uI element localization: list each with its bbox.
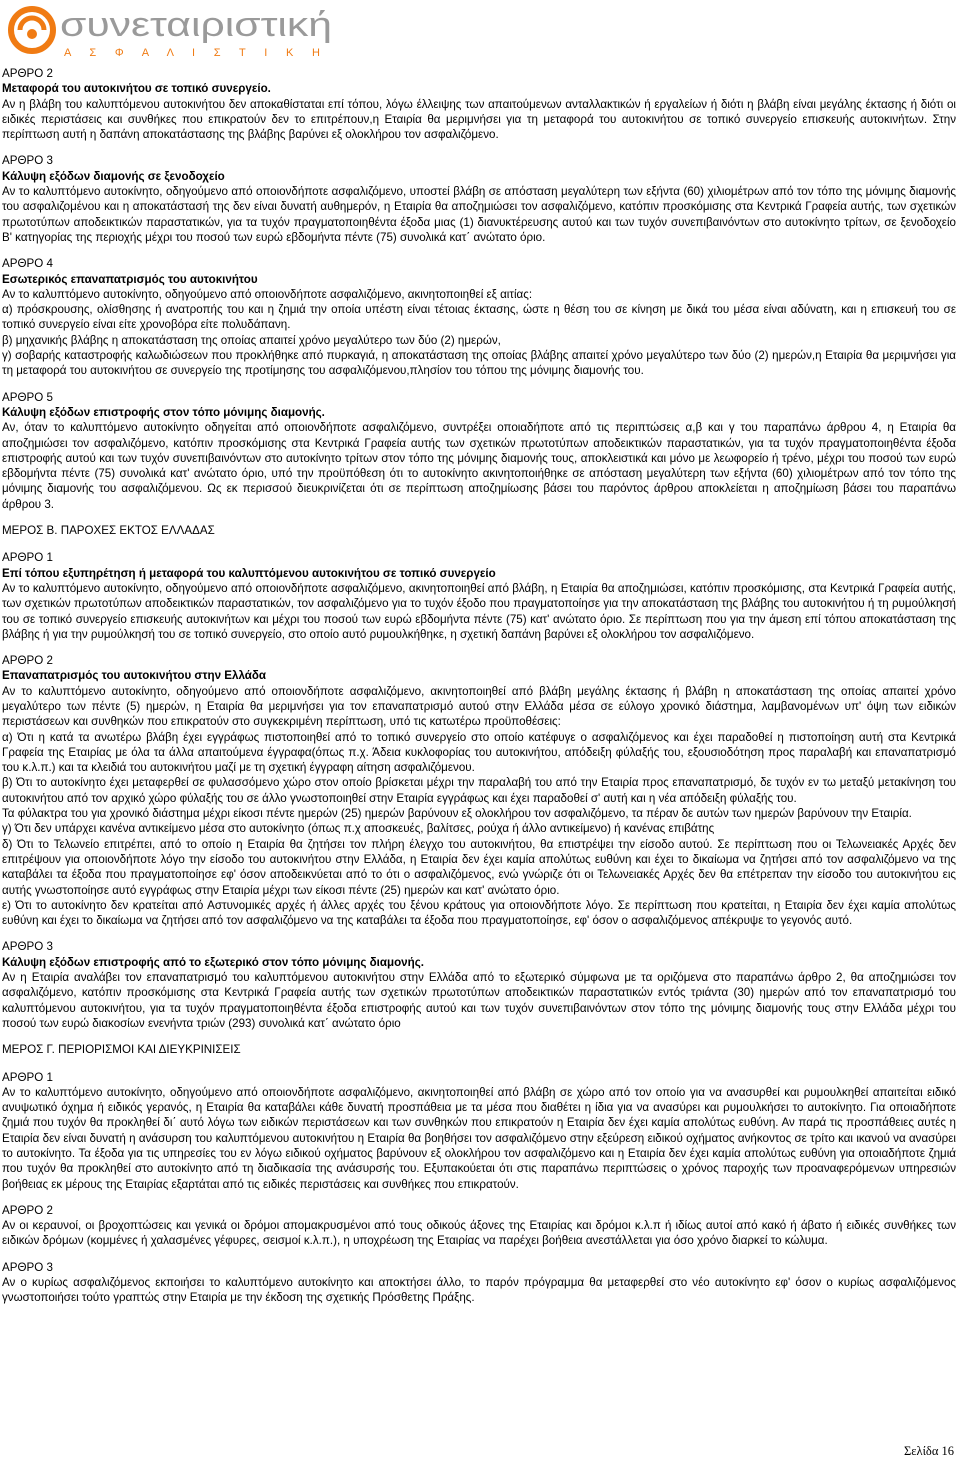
article-heading: ΑΡΘΡΟ 3 [2, 1260, 53, 1274]
article-paragraph: Αν, όταν το καλυπτόμενο αυτοκίνητο οδηγείται από οποιονδήποτε ασφαλιζόμενο, συντρέξει οποιαδήποτε από τις περιπτώσεις α,β και γ του παραπάνω άρθρου 4, η Εταιρία θα αποζημιώσει τον ασφαλιζόμενο, κατόπιν προσκόμισης στα Κεντρικά Γραφεία αυτής των σχετικών πρωτοτύπων αποδεικτικών παραστατικών, για τα τυχόν πραγματοποιηθέντα έξοδα επιστροφής αυτού και των τυχόν συνεπιβαινόντων στο αυτοκίνητο τρίτων στον τόπο της μόνιμης διαμονής τους, αποκλειστικά και μόνο με λεωφορείο ή τρένο, μέχρι του ποσού των ευρώ εβδομήντα πέντε (75) συνολικά κατ' ανώτατο όριο, υπό την προϋπόθεση ότι το αυτοκίνητο ακινητοποιήθηκε σε απόσταση μεγαλύτερη των εξήντα (60) χιλιομέτρων από τον τόπο της μόνιμης διαμονής του ασφαλιζόμενου. Ως εκ περισσού διευκρινίζεται ότι σε περίπτωση αποζημίωσης βάσει του παρόντος άρθρου αποκλείεται η αποζημίωση βάσει του παραπάνω άρθρου 3. [2, 421, 956, 511]
article-heading: ΑΡΘΡΟ 1 [2, 551, 53, 565]
article-section [2, 550, 956, 642]
logo-wordmark: συνεταιριστική [60, 6, 332, 44]
article-paragraph: α) Ότι η κατά τα ανωτέρω βλάβη έχει εγγράφως πιστοποιηθεί από το τοπικό συνεργείο στο οποίο κατέφυγε ο ασφαλιζόμενος και έχει παραδοθεί η πιστοποίηση αυτή στα Κεντρικά Γραφεία της Εταιρίας με όλα τα άλλα απαιτούμενα έγγραφα(όπως π.χ. Άδεια κυκλοφορίας του αυτοκινήτου, απόδειξη φύλαξής του, εξουσιοδότηση προς παραλαβή και επαναπατρισμό του κ.λ.π.) και τα κλειδιά του αυτοκινήτου μαζί με τη σχετική έγγραφη αίτηση ασφαλιζόμενου. [2, 730, 956, 775]
article-paragraph: Αν το καλυπτόμενο αυτοκίνητο, οδηγούμενο από οποιονδήποτε ασφαλιζόμενο, ακινητοποιηθεί από βλάβη σε χώρο από τον οποίο για να ανασυρθεί και ρυμουλκηθεί απαιτείται ειδικό ανυψωτικό όχημα ή ειδικός γερανός, η Εταιρία θα καταβάλει κάθε δυνατή προσπάθεια με τα μέσα που διαθέτει η ίδια για να ανασύρει και ρυμουλκήσει το αυτοκίνητο. Για οποιαδήποτε ζημιά που τυχόν θα προκληθεί δι΄ αυτό λόγω των ειδικών περιστάσεων και των συνθηκών που επικρατούν η Εταιρία δεν έχει καμία απολύτως ευθύνη. Αν παρά τις προσπάθειες αυτές η Εταιρία δεν είναι δυνατή η ανάσυρση του καλυπτόμενου αυτοκινήτου η Εταιρία θα βοηθήσει τον ασφαλιζόμενο στην εξεύρεση ειδικού οχήματος ανήκοντος σε τρίτο και ικανού να ανασύρει το αυτοκίνητο. Τα έξοδα για τις υπηρεσίες του εν λόγω ειδικού οχήματος βαρύνουν εξ ολοκλήρου τον ασφαλιζόμενο και η Εταιρία δεν έχει καμία απολύτως ευθύνη για οποιαδήποτε ζημιά που τυχόν θα προκληθεί στο αυτοκίνητο από τη διαδικασία της ανάσυρσής του. Εξυπακούεται ότι στις παραπάνω περιπτώσεις ο χρόνος παροχής των προαναφερόμενων υπηρεσιών βοήθειας εκ μέρους της Εταιρίας εξαρτάται από τις ειδικές περιστάσεις και συνθήκες που επικρατούν. [2, 1085, 956, 1191]
article-section [2, 939, 956, 1031]
article-section [2, 653, 956, 928]
article-paragraph: Τα φύλακτρα του για χρονικό διάστημα μέχρι είκοσι πέντε ημερών (25) ημερών βαρύνουν εξ ολοκλήρου τον ασφαλιζόμενο, τα πέραν δε αυτών των ημερών βαρύνουν την Εταιρία. [2, 807, 912, 821]
logo-subtext: Α Σ Φ Α Λ Ι Σ Τ Ι Κ Η [64, 47, 320, 59]
article-paragraph: Αν το καλυπτόμενο αυτοκίνητο, οδηγούμενο από οποιονδήποτε ασφαλιζόμενο, ακινητοποιηθεί από βλάβη, η Εταιρία θα αποζημιώσει, κατόπιν προσκόμισης, στα Κεντρικά Γραφεία αυτής, των σχετικών πρωτοτύπων αποδεικτικών παραστατικών, τον ασφαλιζόμενο για το τυχόν έξοδο που πραγματοποίησε για την αποκατάσταση της βλάβης του αυτοκινήτου ή τη ρυμούλκησή του σε τοπικό συνεργείο επισκευής αυτοκινήτων και μέχρι του ποσού των ευρώ εβδομήντα πέντε (75) κατ' ανώτατο όριο. Σε περίπτωση που για την άμεση επί τόπου αποκατάσταση της βλάβης ή για την ρυμούλκησή του σε τοπικό συνεργείο, στο οποίο αυτό ρυμουλκήθηκε, η σχετική δαπάνη βαρύνει εξ ολοκλήρου τον ασφαλιζόμενο. [2, 581, 956, 641]
article-paragraph: β) Ότι το αυτοκίνητο έχει μεταφερθεί σε φυλασσόμενο χώρο στον οποίο βρίσκεται μέχρι την παραλαβή του από την Εταιρία προς επαναπατρισμό, δε τυχόν εν τω μεταξύ μετακίνηση του αυτοκινήτου από τον αρχικό χώρο φύλαξής του σε άλλο γνωστοποιηθεί στην Εταιρία εγγράφως και έχει παραδοθεί σ' αυτή και η νέα απόδειξη φύλαξής του. [2, 776, 956, 805]
article-section [2, 1203, 956, 1249]
article-section [2, 1070, 956, 1192]
article-subtitle: Κάλυψη εξόδων επιστροφής στον τόπο μόνιμης διαμονής. [2, 405, 325, 419]
article-heading: ΑΡΘΡΟ 5 [2, 390, 53, 404]
article-section [2, 390, 956, 512]
page-header [0, 0, 960, 62]
part-heading: ΜΕΡΟΣ Β. ΠΑΡΟΧΕΣ ΕΚΤΟΣ ΕΛΛΑΔΑΣ [2, 524, 215, 538]
article-subtitle: Κάλυψη εξόδων διαμονής σε ξενοδοχείο [2, 169, 225, 183]
article-paragraph: α) πρόσκρουσης, ολίσθησης ή ανατροπής του και η ζημιά την οποία υπέστη είναι τέτοιας έκτασης, ώστε η θέση του σε κίνηση με δικά του μέσα είναι αδύνατη, και η επισκευή του σε τοπικό συνεργείο είναι είτε χρονοβόρα είτε πολυδάπανη. [2, 303, 956, 332]
article-section [2, 153, 956, 245]
article-heading: ΑΡΘΡΟ 4 [2, 257, 53, 271]
article-heading: ΑΡΘΡΟ 3 [2, 940, 53, 954]
article-paragraph: Αν το καλυπτόμενο αυτοκίνητο, οδηγούμενο από οποιονδήποτε ασφαλιζόμενο, υποστεί βλάβη σε απόσταση μεγαλύτερη των εξήντα (60) χιλιομέτρων από τον τόπο της μόνιμης διαμονής του ασφαλιζομένου και η αποκατάστασή της δεν είναι δυνατή αυθημερόν, η Εταιρία θα αποζημιώσει τον ασφαλιζόμενο, κατόπιν προσκόμισης στα Κεντρικά Γραφεία αυτής, των σχετικών πρωτοτύπων αποδεικτικών παραστατικών, για τα τυχόν πραγματοποιηθέντα έξοδα μιας (1) διανυκτέρευσης αυτού και των τυχόν συνεπιβαινόντων στο αυτοκίνητο τρίτων, σε ξενοδοχείο Β' κατηγορίας της περιοχής μέχρι του ποσού των ευρώ εβδομήντα πέντε (75) συνολικά κατ΄ ανώτατο όριο. [2, 185, 956, 244]
article-heading: ΑΡΘΡΟ 1 [2, 1070, 53, 1084]
article-paragraph: Αν ο κυρίως ασφαλιζόμενος εκποιήσει το καλυπτόμενο αυτοκίνητο και αποκτήσει άλλο, το παρόν πρόγραμμα θα μεταφερθεί στο νέο αυτοκίνητο εφ' όσον ο κυρίως ασφαλιζόμενος γνωστοποιήσει τούτο γραπτώς στην Εταιρία με την έκδοση της σχετικής Πρόσθετης Πράξης. [2, 1276, 956, 1305]
article-heading: ΑΡΘΡΟ 3 [2, 154, 53, 168]
article-section [2, 1260, 956, 1306]
company-logo [6, 4, 336, 60]
article-subtitle: Επί τόπου εξυπηρέτηση ή μεταφορά του καλυπτόμενου αυτοκινήτου σε τοπικό συνεργείο [2, 566, 496, 580]
article-paragraph: Αν η βλάβη του καλυπτόμενου αυτοκινήτου δεν αποκαθίσταται επί τόπου, λόγω έλλειψης των απαιτούμενων ανταλλακτικών ή εργαλείων ή διότι η βλάβη είναι μεγάλης έκτασης ή διότι οι ειδικές περιστάσεις και συνθήκες που επικρατούν δεν το επιτρέπουν,η Εταιρία θα μεριμνήσει για τη μεταφορά του αυτοκινήτου σε τοπικό συνεργείο επισκευής αυτοκινήτων. Στην περίπτωση αυτή η δαπάνη αποκατάστασης της βλάβης βαρύνει εξ ολοκλήρου τον ασφαλιζόμενο. [2, 97, 956, 142]
document-body [0, 66, 960, 1317]
article-section [2, 66, 956, 142]
logo-mark-icon [11, 9, 53, 51]
article-paragraph: Αν το καλυπτόμενο αυτοκίνητο, οδηγούμενο από οποιονδήποτε ασφαλιζόμενο, ακινητοποιηθεί εξ αιτίας: [2, 287, 533, 301]
article-paragraph: Αν οι κεραυνοί, οι βροχοπτώσεις και γενικά οι δρόμοι απομακρυσμένοι από τους οδικούς άξονες της Εταιρίας και δρόμοι κ.λ.π ή ιδίως αυτοί από κακό ή άβατο ή ειδικές συνθήκες των ειδικών δρόμων (κομμένες ή χαλασμένες γέφυρες, σεισμοί κ.λ.π.), η υποχρέωση της Εταιρίας να παρέχει βοήθεια ανεστάλλεται για όσο χρόνο διαρκεί το κώλυμα. [2, 1219, 956, 1248]
article-paragraph: γ) Ότι δεν υπάρχει κανένα αντικείμενο μέσα στο αυτοκίνητο (όπως π.χ αποσκευές, βαλίτσες, ρούχα ή άλλο αντικείμενο) ή κανένας επιβάτης [2, 822, 715, 836]
article-paragraph: γ) σοβαρής καταστροφής καλωδιώσεων που προκλήθηκε από πυρκαγιά, η αποκατάσταση της οποίας βλάβης απαιτεί χρόνο μεγαλύτερο των δύο (2) ημερών,η Εταιρία θα μεριμνήσει για τη μεταφορά του αυτοκινήτου σε συνεργείο της προτίμησης του ασφαλιζόμενου,πλησίον του τόπου της μόνιμης διαμονής του. [2, 349, 956, 378]
article-subtitle: Εσωτερικός επαναπατρισμός του αυτοκινήτου [2, 272, 258, 286]
article-paragraph: β) μηχανικής βλάβης η αποκατάσταση της οποίας απαιτεί χρόνο μεγαλύτερο των δύο (2) ημερών, [2, 333, 501, 347]
page-number: Σελίδα 16 [903, 1444, 954, 1458]
article-subtitle: Επαναπατρισμός του αυτοκινήτου στην Ελλάδα [2, 669, 267, 683]
article-heading: ΑΡΘΡΟ 2 [2, 1203, 53, 1217]
article-subtitle: Μεταφορά του αυτοκινήτου σε τοπικό συνεργείο. [2, 82, 271, 96]
article-paragraph: Αν το καλυπτόμενο αυτοκίνητο, οδηγούμενο από οποιονδήποτε ασφαλιζόμενο, ακινητοποιηθεί από βλάβη μεγάλης έκτασης ή βλάβη η αποκατάσταση της οποίας απαιτεί χρόνο μεγαλύτερο των πέντε (5) ημερών, η Εταιρία θα μεριμνήσει για τον επαναπατρισμό αυτού στην Ελλάδα μέσα σε εύλογο χρονικό διάστημα, λαμβανομένων υπ' όψη των ειδικών περιστάσεων και συνθηκών που επικρατούν στο συγκεκριμένη περίπτωση, υπό τις κατωτέρω προϋποθέσεις: [2, 684, 956, 729]
article-paragraph: δ) Ότι το Τελωνείο επιτρέπει, από το οποίο η Εταιρία θα ζητήσει τον πλήρη έλεγχο του αυτοκινήτου, θα επιστρέψει την είσοδο αυτού. Σε περίπτωση που οι Τελωνειακές Αρχές δεν επιτρέψουν για οποιονδήποτε λόγο την είσοδο του αυτοκινήτου στην Ελλάδα, η Εταιρία δεν έχει καμία απολύτως ευθύνη και έχει το δικαίωμα να ζητήσει από τον ασφαλιζόμενο να της καταβάλει τα έξοδα που πραγματοποίησε εφ' όσον αποδεικνύεται από το ότι ο ασφαλιζόμενος, ενώ γνώριζε ότι οι Τελωνειακές Αρχές δεν θα επέτρεπαν την είσοδο του αυτοκινήτου εις αυτής γνωστοποίησε αυτό εγγράφως στην Εταιρία μέχρι των είκοσι πέντε (25) ημερών και κατ' ανώτατο όριο. [2, 837, 956, 897]
article-heading: ΑΡΘΡΟ 2 [2, 654, 53, 668]
article-heading: ΑΡΘΡΟ 2 [2, 67, 53, 80]
article-subtitle: Κάλυψη εξόδων επιστροφής από το εξωτερικό στον τόπο μόνιμης διαμονής. [2, 955, 424, 969]
article-section [2, 256, 956, 378]
article-paragraph: Αν η Εταιρία αναλάβει τον επαναπατρισμό του καλυπτόμενου αυτοκινήτου στην Ελλάδα από το εξωτερικό σύμφωνα με τα οριζόμενα στο παραπάνω άρθρο 2, θα αποζημιώσει τον ασφαλιζόμενο, κατόπιν προσκόμισης στα Κεντρικά Γραφεία αυτής των σχετικών πρωτοτύπων αποδεικτικών παραστατικών εντός τριάντα (30) ημερών από τον επαναπατρισμό του καλυπτόμενου αυτοκινήτου, για τα τυχόν πραγματοποιηθέντα έξοδα επιστροφής αυτού και των τυχόν συνεπιβαινόντων στον τόπο της μόνιμης διαμονής τους στην Ελλάδα μέχρι του ποσού των ευρώ διακοσίων ενενήντα τριών (293) συνολικά κατ΄ ανώτατο όριο [2, 971, 956, 1030]
article-paragraph: ε) Ότι το αυτοκίνητο δεν κρατείται από Αστυνομικές αρχές ή άλλες αρχές του ξένου κράτους για οποιονδήποτε λόγο. Σε περίπτωση που κρατείται, η Εταιρία δεν έχει καμία απολύτως ευθύνη και έχει το δικαίωμα να ζητήσει από τον ασφαλιζόμενο να της καταβάλει τα έξοδα που πραγματοποίησε, εφ' όσον ο ασφαλιζόμενος απέκρυψε το γεγονός αυτό. [2, 898, 956, 928]
part-heading: ΜΕΡΟΣ Γ. ΠΕΡΙΟΡΙΣΜΟΙ ΚΑΙ ΔΙΕΥΚΡΙΝΙΣΕΙΣ [2, 1043, 241, 1057]
